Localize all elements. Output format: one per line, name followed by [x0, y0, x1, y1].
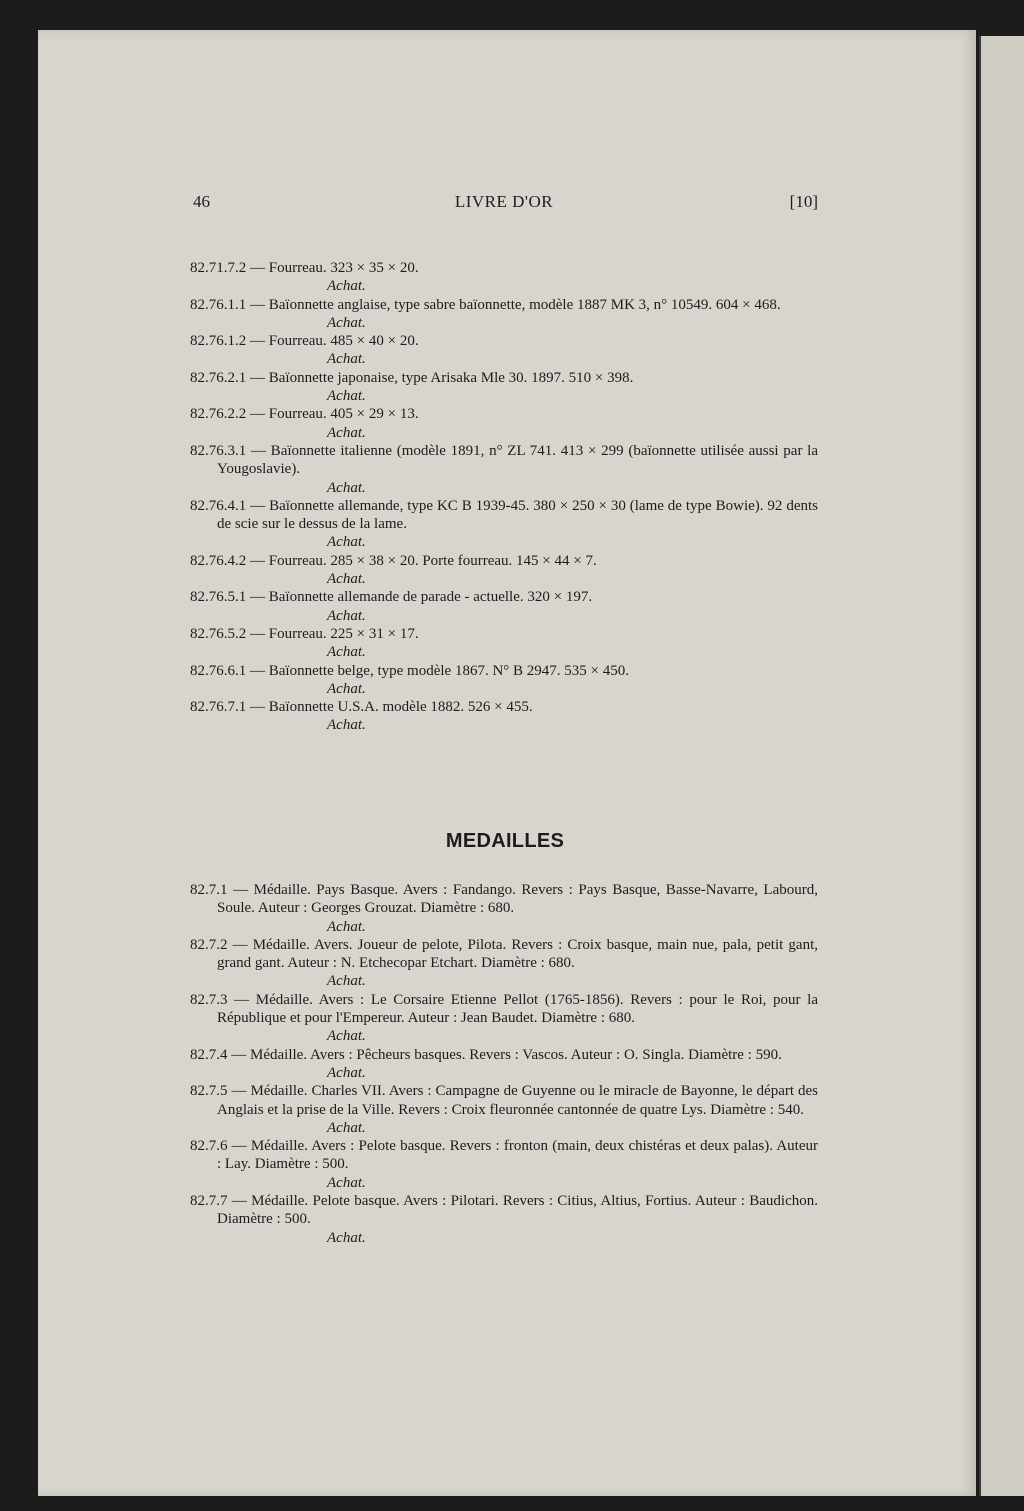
acquisition-note: Achat. — [327, 314, 366, 331]
catalog-entry: 82.76.4.2 — Fourreau. 285 × 38 × 20. Porte fourreau. 145 × 44 × 7. — [190, 552, 597, 569]
acquisition-note: Achat. — [327, 918, 366, 935]
running-header — [190, 192, 818, 214]
catalog-entry: 82.7.6 — Médaille. Avers : Pelote basque. Revers : fronton (main, deux chistéras et deux palas). Auteur : Lay. Diamètre : 500. — [190, 1138, 818, 1173]
acquisition-note: Achat. — [327, 680, 366, 697]
section-heading-medailles: MEDAILLES — [445, 830, 565, 852]
catalog-entry: 82.71.7.2 — Fourreau. 323 × 35 × 20. — [190, 260, 419, 276]
acquisition-note: Achat. — [327, 717, 366, 734]
running-title: LIVRE D'OR — [454, 192, 554, 211]
catalog-entry: 82.7.1 — Médaille. Pays Basque. Avers : Fandango. Revers : Pays Basque, Basse-Navarre, Labourd, Soule. Auteur : Georges Grouzat. Diamètre : 680. — [190, 882, 818, 917]
catalog-entry: 82.76.3.1 — Baïonnette italienne (modèle 1891, n° ZL 741. 413 × 299 (baïonnette utilisée aussi par la Yougoslavie). — [190, 442, 818, 478]
acquisition-note: Achat. — [327, 973, 366, 990]
catalog-entry: 82.76.4.1 — Baïonnette allemande, type KC B 1939-45. 380 × 250 × 30 (lame de type Bowie). 92 dents de scie sur le dessus de la lame. — [190, 497, 818, 533]
acquisition-note: Achat. — [327, 607, 366, 624]
catalog-entry: 82.76.5.2 — Fourreau. 225 × 31 × 17. — [190, 625, 419, 642]
catalog-entry: 82.7.3 — Médaille. Avers : Le Corsaire Etienne Pellot (1765-1856). Revers : pour le Roi, pour la République et pour l'Empereur. Auteur : Jean Baudet. Diamètre : 680. — [190, 991, 818, 1027]
acquisition-note: Achat. — [327, 351, 366, 368]
catalog-entry: 82.76.6.1 — Baïonnette belge, type modèle 1867. N° B 2947. 535 × 450. — [190, 662, 629, 679]
bayonet-entries — [190, 259, 818, 735]
acquisition-note: Achat. — [327, 644, 366, 661]
catalog-entry: 82.7.2 — Médaille. Avers. Joueur de pelote, Pilota. Revers : Croix basque, main nue, pala, petit gant, grand gant. Auteur : N. Etchecopar Etchart. Diamètre : 680. — [190, 936, 818, 972]
catalog-entry: 82.76.1.1 — Baïonnette anglaise, type sabre baïonnette, modèle 1887 MK 3, n° 10549. 604 × 468. — [190, 296, 781, 313]
catalog-entry: 82.76.2.1 — Baïonnette japonaise, type Arisaka Mle 30. 1897. 510 × 398. — [190, 369, 634, 386]
page-number: 46 — [193, 192, 210, 211]
page-paper — [38, 30, 976, 1496]
acquisition-note: Achat. — [327, 424, 366, 441]
facing-page-edge — [979, 36, 1024, 1496]
acquisition-note: Achat. — [327, 1229, 366, 1246]
medal-entries — [190, 881, 818, 1247]
section-signature: [10] — [789, 192, 818, 211]
acquisition-note: Achat. — [327, 388, 366, 405]
acquisition-note: Achat. — [327, 1174, 366, 1191]
catalog-entry: 82.76.2.2 — Fourreau. 405 × 29 × 13. — [190, 406, 419, 423]
acquisition-note: Achat. — [327, 1119, 366, 1136]
acquisition-note: Achat. — [327, 571, 366, 588]
catalog-entry: 82.7.7 — Médaille. Pelote basque. Avers : Pilotari. Revers : Citius, Altius, Fortius. Auteur : Baudichon. Diamètre : 500. — [190, 1193, 818, 1228]
acquisition-note: Achat. — [327, 1028, 366, 1045]
acquisition-note: Achat. — [327, 534, 366, 551]
catalog-entry: 82.76.1.2 — Fourreau. 485 × 40 × 20. — [190, 333, 419, 350]
acquisition-note: Achat. — [327, 1064, 366, 1081]
catalog-entry: 82.7.4 — Médaille. Avers : Pêcheurs basques. Revers : Vascos. Auteur : O. Singla. Diamètre : 590. — [190, 1046, 782, 1063]
catalog-entry: 82.7.5 — Médaille. Charles VII. Avers : Campagne de Guyenne ou le miracle de Bayonne, le départ des Anglais et la prise de la Ville. Revers : Croix fleuronnée cantonnée de quatre Lys. Diamètre : 540. — [190, 1083, 818, 1118]
catalog-entry: 82.76.7.1 — Baïonnette U.S.A. modèle 1882. 526 × 455. — [190, 699, 533, 716]
acquisition-note: Achat. — [327, 479, 366, 496]
acquisition-note: Achat. — [327, 278, 366, 295]
catalog-entry: 82.76.5.1 — Baïonnette allemande de parade - actuelle. 320 × 197. — [190, 589, 593, 606]
